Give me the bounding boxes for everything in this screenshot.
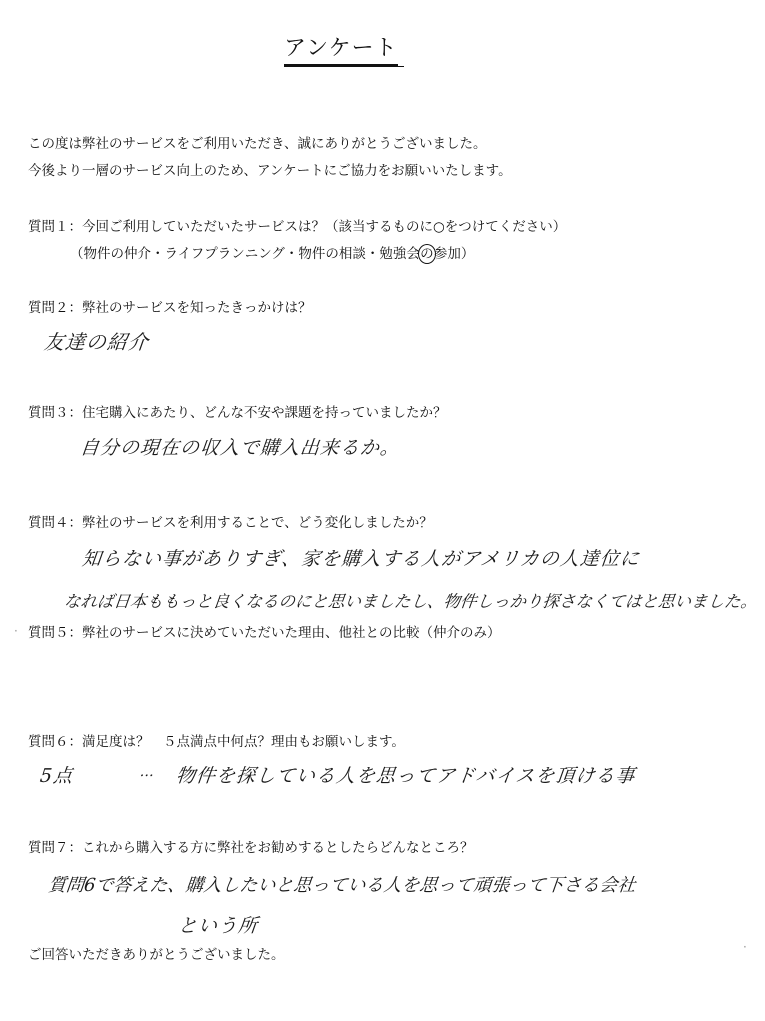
closing-text: ご回答いただきありがとうございました。 — [28, 947, 285, 963]
intro-line-2: 今後より一層のサービス向上のため、アンケートにご協力をお願いいたします。 — [28, 163, 512, 179]
question-2-label: 質問２：弊社のサービスを知ったきっかけは？ — [28, 300, 312, 316]
question-3-answer: 自分の現在の収入で購入出来るか。 — [78, 437, 402, 459]
question-6-label: 質問６：満足度は？ ５点満点中何点？理由もお願いします。 — [28, 734, 405, 750]
question-3-label: 質問３：住宅購入にあたり、どんな不安や課題を持っていましたか？ — [28, 405, 447, 421]
title-underline — [284, 66, 404, 67]
question-6-dots: … — [139, 764, 156, 780]
intro-line-1: この度は弊社のサービスをご利用いただき、誠にありがとうございました。 — [28, 136, 487, 152]
page-title: アンケート — [284, 36, 398, 66]
question-6-reason: 物件を探している人を思ってアドバイスを頂ける事 — [174, 765, 637, 787]
question-1-label: 質問１：今回ご利用していただいたサービスは？（該当するものに○をつけてください） — [28, 219, 567, 235]
question-7-label: 質問７：これから購入する方に弊社をお勧めするとしたらどんなところ？ — [28, 840, 474, 856]
question-7-answer-line-1: 質問6で答えた、購入したいと思っている人を思って頑張って下さる会社 — [46, 875, 637, 896]
question-1-options — [70, 244, 474, 264]
question-5-label: 質問５：弊社のサービスに決めていただいた理由、他社との比較（仲介のみ） — [28, 625, 501, 641]
margin-mark: · — [14, 624, 18, 638]
question-7-answer-line-2: という所 — [176, 915, 260, 937]
question-4-answer-line-1: 知らない事がありすぎ、家を購入する人がアメリカの人達位に — [80, 548, 642, 570]
question-4-answer-line-2: なれば日本ももっと良くなるのにと思いましたし、物件しっかり探さなくてはと思いました。 — [63, 592, 759, 611]
question-2-answer: 友達の紹介 — [42, 330, 151, 354]
question-4-label: 質問４：弊社のサービスを利用することで、どう変化しましたか？ — [28, 515, 433, 531]
question-1-options-after: 参加） — [433, 246, 475, 262]
margin-mark-right: · — [743, 940, 747, 954]
question-1-options-before: （物件の仲介・ライフプランニング・物件の相談・勉強会 — [70, 246, 420, 262]
question-6-score: 5点 — [38, 765, 75, 787]
question-1-circled-option: の — [418, 244, 436, 264]
